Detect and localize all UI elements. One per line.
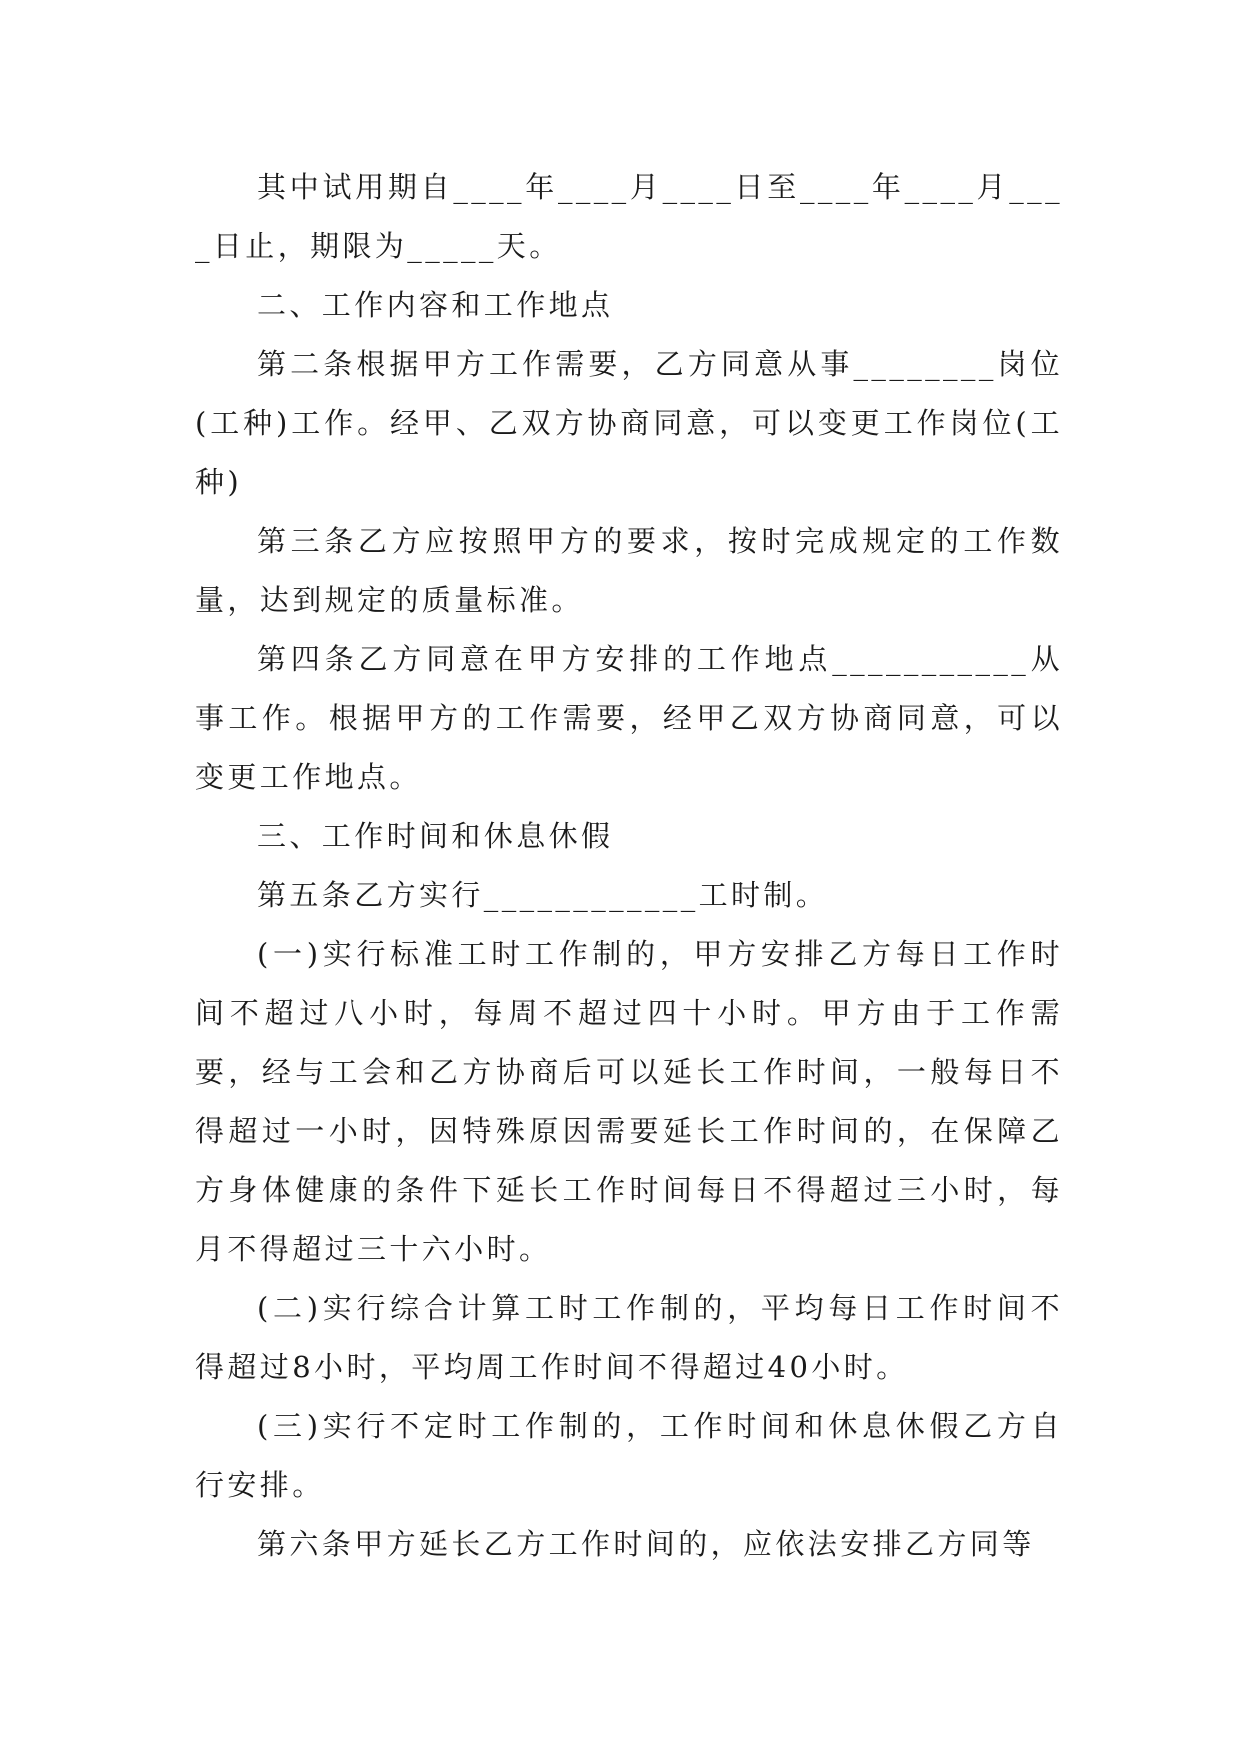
paragraph-article-6: 第六条甲方延长乙方工作时间的，应依法安排乙方同等 bbox=[257, 1527, 1035, 1561]
paragraph-article-4: 第四条乙方同意在甲方安排的工作地点___________从事工作。根据甲方的工作需要，经甲乙双方协商同意，可以变更工作地点。 bbox=[195, 642, 1063, 794]
paragraph-article-2: 第二条根据甲方工作需要，乙方同意从事________岗位(工种)工作。经甲、乙双方协商同意，可以变更工作岗位(工种) bbox=[195, 347, 1063, 499]
paragraph-item-1: (一)实行标准工时工作制的，甲方安排乙方每日工作时间不超过八小时，每周不超过四十小时。甲方由于工作需要，经与工会和乙方协商后可以延长工作时间，一般每日不得超过一小时，因特殊原因需要延长工作时间的，在保障乙方身体健康的条件下延长工作时间每日不得超过三小时，每月不得超过三十六小时。 bbox=[195, 937, 1063, 1266]
paragraph-probation-period: 其中试用期自____年____月____日至____年____月____日止，期限为_____天。 bbox=[195, 170, 1063, 263]
paragraph-article-5: 第五条乙方实行____________工时制。 bbox=[257, 878, 829, 912]
section-heading-work-content: 二、工作内容和工作地点 bbox=[257, 288, 614, 322]
section-heading-work-hours: 三、工作时间和休息休假 bbox=[257, 819, 614, 853]
paragraph-article-3: 第三条乙方应按照甲方的要求，按时完成规定的工作数量，达到规定的质量标准。 bbox=[195, 524, 1063, 617]
paragraph-item-2: (二)实行综合计算工时工作制的，平均每日工作时间不得超过8小时，平均周工作时间不得超过40小时。 bbox=[195, 1291, 1063, 1384]
paragraph-item-3: (三)实行不定时工作制的，工作时间和休息休假乙方自行安排。 bbox=[195, 1409, 1063, 1502]
document-body bbox=[195, 158, 1063, 1574]
